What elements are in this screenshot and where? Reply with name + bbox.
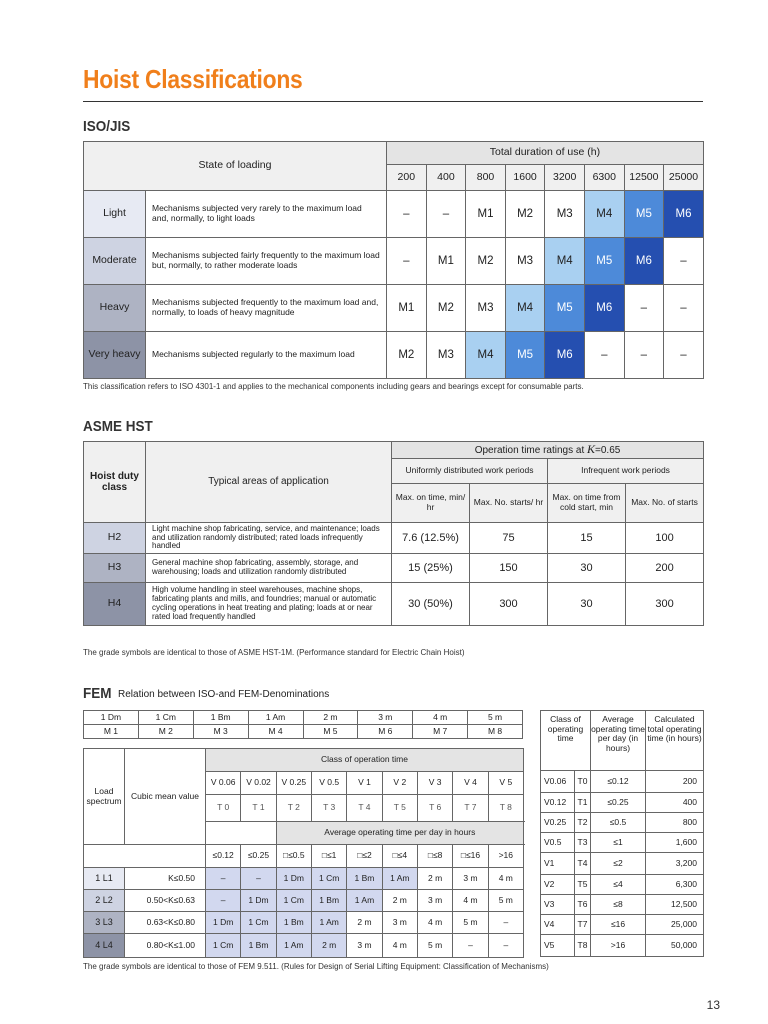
iso-grade-cell: – (387, 191, 427, 238)
side-t-class: T0 (575, 771, 591, 793)
side-total: 6,300 (646, 875, 704, 895)
asme-value-cell: 30 (548, 583, 626, 626)
fem-row (84, 934, 524, 958)
iso-grade-cell: M6 (664, 191, 704, 238)
asme-table (83, 441, 704, 626)
fem-denomination-cell: 1 Am (248, 711, 303, 725)
asme-application-desc: High volume handling in steel warehouses, machine shops, fabricating plants and mills, and foundries; manual or automatic cycling operations in heat treating and plating; loads at or near rated load frequently handled (146, 583, 392, 626)
asme-row (84, 554, 704, 583)
fem-grade-cell: 3 m (347, 934, 382, 958)
fem-v-class: V 5 (488, 772, 523, 795)
fem-grade-cell: 5 m (488, 890, 523, 912)
fem-load-spectrum: 4 L4 (84, 934, 125, 958)
iso-note: This classification refers to ISO 4301-1 and applies to the mechanical components including gears and bearings except for consumable parts. (83, 382, 584, 391)
asme-duty-class: H3 (84, 554, 146, 583)
asme-heading: ASME HST (83, 418, 153, 435)
iso-grade-cell: M4 (505, 285, 545, 332)
side-row (541, 833, 704, 853)
iso-grade-cell: M4 (584, 191, 624, 238)
fem-denomination-cell: 1 Cm (138, 711, 193, 725)
fem-grade-cell: 1 Cm (311, 868, 346, 890)
asme-value-cell: 300 (470, 583, 548, 626)
side-total: 25,000 (646, 915, 704, 935)
fem-grade-cell: 4 m (488, 868, 523, 890)
fem-grade-cell: 2 m (311, 934, 346, 958)
asme-value-cell: 300 (626, 583, 704, 626)
fem-t-class: T 4 (347, 795, 382, 822)
side-t-class: T7 (575, 915, 591, 935)
fem-grade-cell: 1 Cm (276, 890, 311, 912)
asme-ratings-header: Operation time ratings at K=0.65 (392, 442, 704, 459)
iso-denomination-cell: M 8 (468, 725, 523, 739)
iso-grade-cell: M1 (426, 238, 466, 285)
side-t-class: T2 (575, 813, 591, 833)
side-v-class: V3 (541, 895, 575, 915)
fem-t-class: T 2 (276, 795, 311, 822)
side-v-class: V0.06 (541, 771, 575, 793)
fem-grade-cell: – (206, 890, 241, 912)
side-v-class: V0.5 (541, 833, 575, 853)
fem-grade-cell: 3 m (453, 868, 488, 890)
side-row (541, 895, 704, 915)
side-row (541, 915, 704, 935)
side-total: 12,500 (646, 895, 704, 915)
fem-grade-cell: 1 Dm (241, 890, 276, 912)
side-hours: ≤0.5 (591, 813, 646, 833)
iso-grade-cell: M3 (466, 285, 506, 332)
fem-cubic-mean: 0.63<K≤0.80 (125, 912, 206, 934)
iso-grade-cell: M2 (466, 238, 506, 285)
fem-v-class: V 1 (347, 772, 382, 795)
fem-t-class: T 6 (417, 795, 452, 822)
fem-load-header: Load spectrum (84, 749, 125, 845)
fem-grade-cell: 1 Bm (311, 890, 346, 912)
fem-grade-cell: 5 m (453, 912, 488, 934)
iso-loading-level: Very heavy (84, 332, 146, 379)
side-row (541, 813, 704, 833)
iso-grade-cell: M4 (466, 332, 506, 379)
fem-grade-cell: – (488, 934, 523, 958)
iso-denomination-cell: M 4 (248, 725, 303, 739)
fem-grade-cell: 1 Dm (276, 868, 311, 890)
fem-main-table (83, 748, 524, 958)
asme-row (84, 583, 704, 626)
fem-grade-cell: 3 m (382, 912, 417, 934)
asme-value-cell: 150 (470, 554, 548, 583)
iso-denomination-cell: M 6 (358, 725, 413, 739)
iso-grade-cell: – (387, 238, 427, 285)
fem-denomination-cell: 1 Bm (193, 711, 248, 725)
side-row (541, 793, 704, 813)
asme-duty-header: Hoist duty class (84, 442, 146, 523)
side-v-class: V0.25 (541, 813, 575, 833)
fem-grade-cell: – (206, 868, 241, 890)
iso-duration-header: Total duration of use (h) (387, 142, 704, 165)
fem-grade-cell: 1 Dm (206, 912, 241, 934)
iso-grade-cell: M1 (466, 191, 506, 238)
fem-t-class: T 7 (453, 795, 488, 822)
iso-heading: ISO/JIS (83, 118, 131, 135)
asme-col-header: Max. on time from cold start, min (548, 484, 626, 523)
asme-application-desc: General machine shop fabricating, assembly, storage, and warehousing; loads and utilization randomly distributed (146, 554, 392, 583)
asme-row (84, 523, 704, 554)
iso-state-header: State of loading (84, 142, 387, 191)
side-v-class: V2 (541, 875, 575, 895)
side-hours: ≤0.25 (591, 793, 646, 813)
iso-grade-cell: M5 (505, 332, 545, 379)
fem-grade-cell: 1 Cm (241, 912, 276, 934)
fem-hours-cell: >16 (488, 845, 523, 868)
iso-grade-cell: M2 (505, 191, 545, 238)
iso-row (84, 285, 704, 332)
iso-grade-cell: M2 (387, 332, 427, 379)
fem-grade-cell: 5 m (417, 934, 452, 958)
iso-denomination-cell: M 3 (193, 725, 248, 739)
iso-grade-cell: M3 (426, 332, 466, 379)
fem-hours-cell: □≤4 (382, 845, 417, 868)
side-class-header: Class of operating time (541, 711, 591, 771)
asme-value-cell: 7.6 (12.5%) (392, 523, 470, 554)
side-row (541, 853, 704, 875)
iso-grade-cell: M4 (545, 238, 585, 285)
side-v-class: V5 (541, 935, 575, 957)
fem-grade-cell: 1 Cm (206, 934, 241, 958)
iso-grade-cell: – (624, 332, 664, 379)
iso-grade-cell: – (664, 238, 704, 285)
side-hours: ≤2 (591, 853, 646, 875)
fem-hours-cell: □≤1 (311, 845, 346, 868)
fem-hours-cell: □≤8 (417, 845, 452, 868)
iso-duration-cell: 800 (466, 165, 506, 191)
fem-hours-cell: ≤0.12 (206, 845, 241, 868)
asme-application-desc: Light machine shop fabricating, service, and maintenance; loads and utilization randomly distributed; rated loads infrequently handled (146, 523, 392, 554)
fem-load-spectrum: 2 L2 (84, 890, 125, 912)
fem-grade-cell: 1 Bm (347, 868, 382, 890)
page-title: Hoist Classifications (83, 64, 303, 94)
side-v-class: V1 (541, 853, 575, 875)
fem-heading: FEM (83, 685, 112, 702)
fem-grade-cell: – (453, 934, 488, 958)
fem-denomination-cell: 5 m (468, 711, 523, 725)
asme-note: The grade symbols are identical to those of ASME HST-1M. (Performance standard for Electric Chain Hoist) (83, 648, 465, 657)
asme-areas-header: Typical areas of application (146, 442, 392, 523)
side-total: 200 (646, 771, 704, 793)
iso-grade-cell: M6 (624, 238, 664, 285)
side-total: 400 (646, 793, 704, 813)
iso-grade-cell: M2 (426, 285, 466, 332)
asme-value-cell: 15 (548, 523, 626, 554)
iso-loading-desc: Mechanisms subjected very rarely to the maximum load and, normally, to light loads (146, 191, 387, 238)
iso-grade-cell: M5 (584, 238, 624, 285)
side-row (541, 771, 704, 793)
side-t-class: T5 (575, 875, 591, 895)
fem-row (84, 912, 524, 934)
iso-loading-level: Heavy (84, 285, 146, 332)
iso-duration-cell: 1600 (505, 165, 545, 191)
iso-duration-cell: 200 (387, 165, 427, 191)
side-hours: ≤0.12 (591, 771, 646, 793)
side-total-header: Calculated total operating time (in hours) (646, 711, 704, 771)
fem-v-class: V 2 (382, 772, 417, 795)
asme-value-cell: 75 (470, 523, 548, 554)
asme-uniform-header: Uniformly distributed work periods (392, 459, 548, 484)
title-rule (83, 101, 703, 102)
fem-grade-cell: 1 Am (311, 912, 346, 934)
fem-t-class: T 5 (382, 795, 417, 822)
iso-duration-cell: 3200 (545, 165, 585, 191)
iso-row (84, 238, 704, 285)
iso-denomination-cell: M 7 (413, 725, 468, 739)
fem-t-class: T 1 (241, 795, 276, 822)
side-t-class: T3 (575, 833, 591, 853)
fem-hours-cell: □≤16 (453, 845, 488, 868)
fem-grade-cell: 2 m (417, 868, 452, 890)
side-v-class: V4 (541, 915, 575, 935)
iso-duration-cell: 6300 (584, 165, 624, 191)
fem-note: The grade symbols are identical to those of FEM 9.511. (Rules for Design of Serial Lifting Equipment: Classification of Mechanisms) (83, 962, 549, 971)
fem-hours-cell: □≤0.5 (276, 845, 311, 868)
iso-grade-cell: M5 (624, 191, 664, 238)
fem-grade-cell: 2 m (347, 912, 382, 934)
asme-value-cell: 15 (25%) (392, 554, 470, 583)
fem-v-class: V 3 (417, 772, 452, 795)
side-total: 50,000 (646, 935, 704, 957)
fem-v-class: V 0.25 (276, 772, 311, 795)
fem-hours-cell: □≤2 (347, 845, 382, 868)
fem-grade-cell: 4 m (417, 912, 452, 934)
fem-v-class: V 0.06 (206, 772, 241, 795)
iso-denomination-cell: M 5 (303, 725, 358, 739)
fem-grade-cell: 3 m (417, 890, 452, 912)
iso-loading-desc: Mechanisms subjected fairly frequently to the maximum load but, normally, to rather moderate loads (146, 238, 387, 285)
side-row (541, 935, 704, 957)
fem-t-class: T 0 (206, 795, 241, 822)
fem-load-spectrum: 3 L3 (84, 912, 125, 934)
iso-grade-cell: M5 (545, 285, 585, 332)
iso-duration-cell: 400 (426, 165, 466, 191)
iso-loading-desc: Mechanisms subjected frequently to the maximum load and, normally, to loads of heavy magnitude (146, 285, 387, 332)
side-row (541, 875, 704, 895)
fem-avg-header: Average operating time per day in hours (276, 822, 523, 845)
iso-grade-cell: M1 (387, 285, 427, 332)
fem-grade-cell: 1 Bm (241, 934, 276, 958)
asme-value-cell: 100 (626, 523, 704, 554)
asme-duty-class: H4 (84, 583, 146, 626)
side-avg-header: Average operating time per day (in hours) (591, 711, 646, 771)
iso-loading-desc: Mechanisms subjected regularly to the maximum load (146, 332, 387, 379)
fem-cubic-mean: 0.80<K≤1.00 (125, 934, 206, 958)
fem-grade-cell: 1 Am (276, 934, 311, 958)
side-hours: ≤8 (591, 895, 646, 915)
iso-grade-cell: – (584, 332, 624, 379)
fem-v-class: V 0.5 (311, 772, 346, 795)
iso-duration-cell: 12500 (624, 165, 664, 191)
fem-hours-cell: ≤0.25 (241, 845, 276, 868)
side-total: 800 (646, 813, 704, 833)
asme-col-header: Max. No. of starts (626, 484, 704, 523)
iso-grade-cell: – (664, 332, 704, 379)
fem-grade-cell: 1 Am (382, 868, 417, 890)
fem-denomination-cell: 1 Dm (84, 711, 139, 725)
iso-grade-cell: M6 (545, 332, 585, 379)
fem-iso-table (83, 710, 523, 739)
side-hours: ≤16 (591, 915, 646, 935)
side-hours: ≤4 (591, 875, 646, 895)
asme-value-cell: 30 (548, 554, 626, 583)
fem-v-class: V 4 (453, 772, 488, 795)
iso-loading-level: Moderate (84, 238, 146, 285)
fem-load-spectrum: 1 L1 (84, 868, 125, 890)
fem-denomination-cell: 2 m (303, 711, 358, 725)
asme-infrequent-header: Infrequent work periods (548, 459, 704, 484)
fem-cubic-mean: 0.50<K≤0.63 (125, 890, 206, 912)
fem-denomination-cell: 3 m (358, 711, 413, 725)
side-t-class: T1 (575, 793, 591, 813)
side-total: 1,600 (646, 833, 704, 853)
fem-row (84, 890, 524, 912)
fem-t-class: T 8 (488, 795, 523, 822)
iso-loading-level: Light (84, 191, 146, 238)
side-hours: >16 (591, 935, 646, 957)
iso-duration-cell: 25000 (664, 165, 704, 191)
iso-table (83, 141, 704, 379)
side-t-class: T6 (575, 895, 591, 915)
fem-row (84, 868, 524, 890)
iso-grade-cell: M3 (545, 191, 585, 238)
fem-v-class: V 0.02 (241, 772, 276, 795)
asme-value-cell: 30 (50%) (392, 583, 470, 626)
fem-denomination-cell: 4 m (413, 711, 468, 725)
fem-grade-cell: 4 m (453, 890, 488, 912)
fem-grade-cell: – (241, 868, 276, 890)
fem-grade-cell: – (488, 912, 523, 934)
fem-side-table (540, 710, 704, 957)
side-t-class: T4 (575, 853, 591, 875)
fem-t-class: T 3 (311, 795, 346, 822)
asme-value-cell: 200 (626, 554, 704, 583)
iso-grade-cell: – (426, 191, 466, 238)
page-number: 13 (706, 998, 720, 1012)
side-v-class: V0.12 (541, 793, 575, 813)
iso-grade-cell: – (624, 285, 664, 332)
fem-cubic-header: Cubic mean value (125, 749, 206, 845)
fem-grade-cell: 1 Am (347, 890, 382, 912)
iso-grade-cell: M3 (505, 238, 545, 285)
asme-col-header: Max. on time, min/ hr (392, 484, 470, 523)
side-total: 3,200 (646, 853, 704, 875)
fem-grade-cell: 4 m (382, 934, 417, 958)
iso-denomination-cell: M 1 (84, 725, 139, 739)
iso-grade-cell: M6 (584, 285, 624, 332)
fem-class-header: Class of operation time (206, 749, 524, 772)
fem-grade-cell: 1 Bm (276, 912, 311, 934)
fem-subheading: Relation between ISO-and FEM-Denominations (118, 689, 330, 700)
side-hours: ≤1 (591, 833, 646, 853)
asme-duty-class: H2 (84, 523, 146, 554)
fem-cubic-mean: K≤0.50 (125, 868, 206, 890)
side-t-class: T8 (575, 935, 591, 957)
iso-denomination-cell: M 2 (138, 725, 193, 739)
asme-col-header: Max. No. starts/ hr (470, 484, 548, 523)
fem-grade-cell: 2 m (382, 890, 417, 912)
iso-row (84, 332, 704, 379)
iso-grade-cell: – (664, 285, 704, 332)
iso-row (84, 191, 704, 238)
